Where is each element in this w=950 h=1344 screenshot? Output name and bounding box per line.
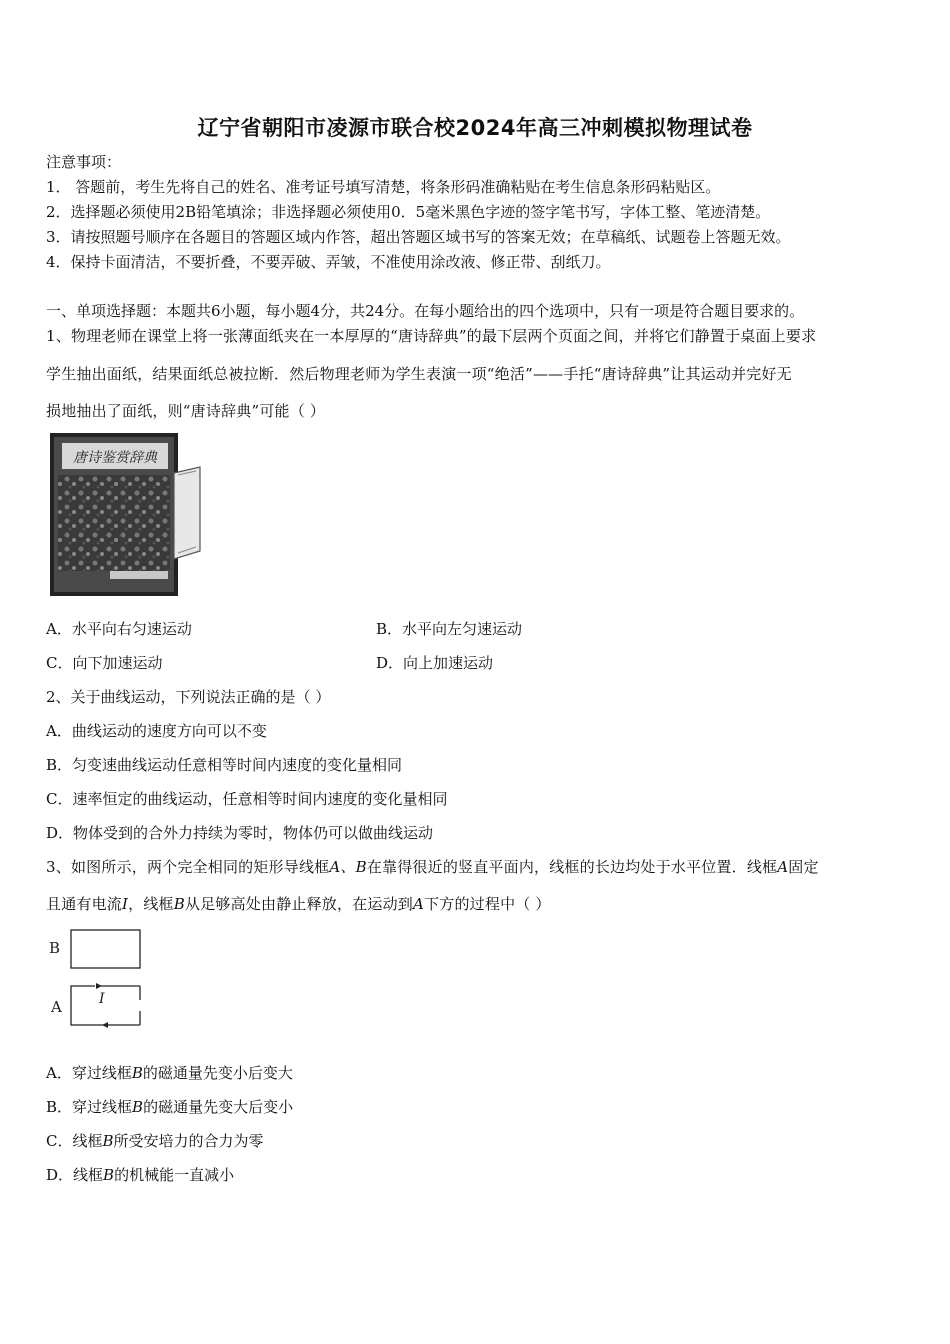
current-arrow-top [96,983,102,989]
notice-item-2: 2．选择题必须使用2B铅笔填涂；非选择题必须使用0．5毫米黑色字迹的签字笔书写，字体工整、笔迹清楚。 [46,203,771,221]
q3-option-c: C．线框B所受安培力的合力为零 [46,1132,264,1150]
book-title-text: 唐诗鉴赏辞典 [73,450,157,466]
q3-option-b: B．穿过线框B的磁通量先变大后变小 [46,1098,294,1116]
q2-option-c: C．速率恒定的曲线运动，任意相等时间内速度的变化量相同 [46,790,448,808]
frame-a-rect [71,986,140,1025]
frame-b-rect [71,930,140,968]
q2-stem: 2、关于曲线运动，下列说法正确的是（ ） [46,688,331,706]
notice-item-3: 3．请按照题号顺序在各题目的答题区域内作答，超出答题区域书写的答案无效；在草稿纸、试题卷上答题无效。 [46,228,791,246]
notice-item-4: 4．保持卡面清洁，不要折叠，不要弄破、弄皱，不准使用涂改液、修正带、刮纸刀。 [46,253,611,271]
q3-option-a: A．穿过线框B的磁通量先变小后变大 [46,1064,293,1082]
section-1-heading: 一、单项选择题：本题共6小题，每小题4分，共24分。在每小题给出的四个选项中，只有一项是符合题目要求的。 [46,302,805,320]
current-label: I [99,991,105,1007]
exam-title: 辽宁省朝阳市凌源市联合校2024年高三冲刺模拟物理试卷 [197,116,753,140]
q1-option-b: B．水平向左匀速运动 [376,620,523,638]
frame-b-label: B [49,939,61,957]
notice-heading: 注意事项： [46,153,122,171]
q3-stem-line-1: 3、如图所示，两个完全相同的矩形导线框A、B在靠得很近的竖直平面内，线框的长边均处于水平位置．线框A固定 [46,858,819,876]
q3-option-d: D．线框B的机械能一直减小 [46,1166,235,1184]
q1-option-d: D．向上加速运动 [376,654,494,672]
q1-stem-line-1: 1、物理老师在课堂上将一张薄面纸夹在一本厚厚的“唐诗辞典”的最下层两个页面之间，并将它们静置于桌面上要求 [46,327,817,345]
q2-option-b: B．匀变速曲线运动任意相等时间内速度的变化量相同 [46,756,403,774]
q1-stem-line-3: 损地抽出了面纸，则“唐诗辞典”可能（ ） [46,402,326,420]
notice-item-1: 1． 答题前，考生先将自己的姓名、准考证号填写清楚，将条形码准确粘贴在考生信息条形码粘贴区。 [46,178,721,196]
q2-option-d: D．物体受到的合外力持续为零时，物体仍可以做曲线运动 [46,824,434,842]
dictionary-book-figure [50,433,210,598]
frame-a-label: A [51,998,62,1016]
q1-option-a: A．水平向右匀速运动 [46,620,192,638]
q3-stem-line-2: 且通有电流I，线框B从足够高处由静止释放，在运动到A下方的过程中（ ） [46,895,551,913]
q1-option-c: C．向下加速运动 [46,654,163,672]
wire-frames-diagram [44,925,154,1035]
q2-option-a: A．曲线运动的速度方向可以不变 [46,722,267,740]
q1-stem-line-2: 学生抽出面纸，结果面纸总被拉断．然后物理老师为学生表演一项“绝活”——手托“唐诗辞典”让其运动并完好无 [46,365,792,383]
current-arrow-bottom [102,1022,108,1028]
